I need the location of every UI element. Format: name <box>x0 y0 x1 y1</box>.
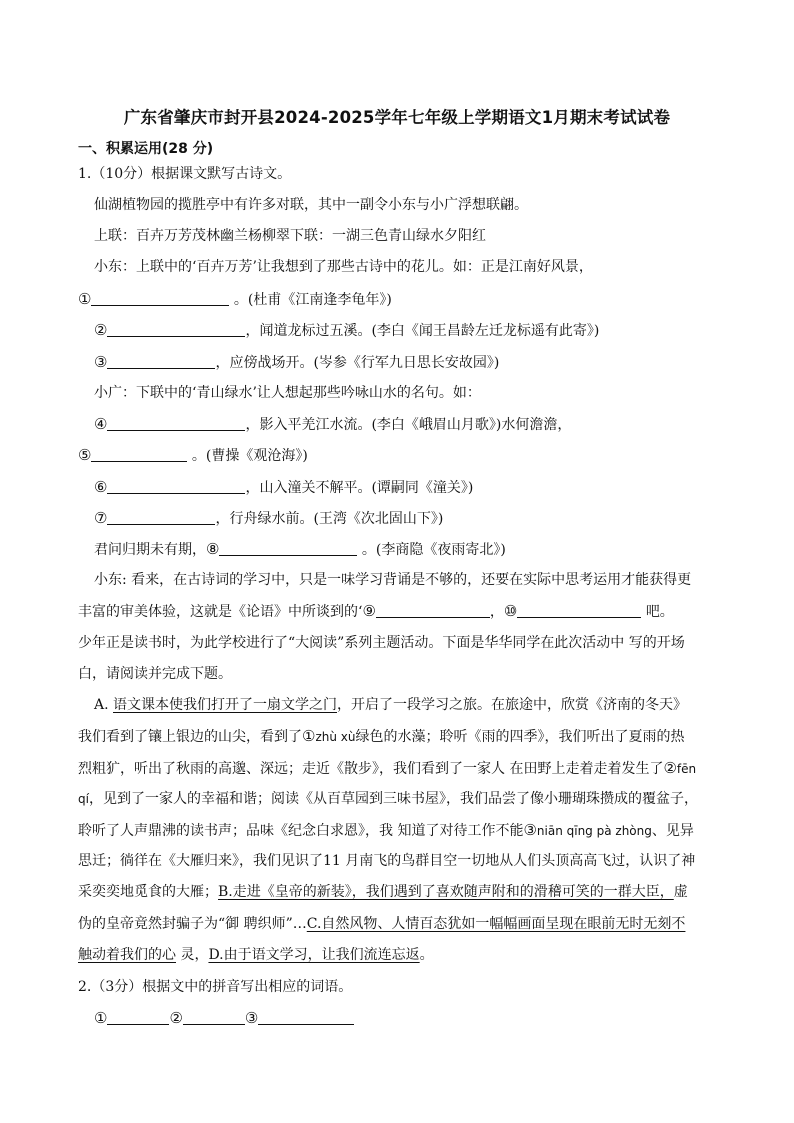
blank-marker: ⑤ <box>78 446 92 464</box>
punctuation: ， <box>489 604 504 620</box>
passage-line-3 <box>78 758 696 779</box>
pinyin-marker: ② <box>663 759 677 777</box>
q2-answer-blank-2[interactable] <box>183 1009 245 1025</box>
xiaodong-text: 小东：上联中的‘百卉万芳’让我想到了那些古诗中的花儿。如：正是江南好风景， <box>94 259 593 275</box>
source-text: ，闻道龙标过五溪。(李白《闻王昌龄左迁龙标遥有此寄》) <box>245 323 600 339</box>
passage-text: 采奕奕地觅食的大雁； <box>78 884 218 900</box>
blank-line-3 <box>94 352 499 373</box>
blank-marker: ① <box>94 1009 108 1027</box>
passage-line-6: 思迁；徜徉在《大雁归来》，我们见识了11 月南飞的鸟群目空一切地从人们头顶高高飞过，认识了神 <box>78 853 696 869</box>
blank-line-8 <box>94 539 506 560</box>
pinyin-marker: ① <box>302 727 316 745</box>
xiaodong-text-2: 小东: 看来，在古诗词的学习中，只是一味学习背诵是不够的，还要在实际中思考运用才能获得更 <box>94 572 692 588</box>
question-1-label: 1.（10分）根据课文默写古诗文。 <box>78 166 292 182</box>
sentence-label: A. <box>94 697 114 713</box>
answer-blank-8[interactable] <box>219 540 357 556</box>
answer-blank-1[interactable] <box>91 290 229 306</box>
passage-text: 灵， <box>176 947 209 963</box>
answer-blank-9[interactable] <box>376 602 490 618</box>
passage-line-7 <box>78 882 688 902</box>
blank-marker: ⑩ <box>503 602 518 620</box>
question-2-label: 2.（3分）根据文中的拼音写出相应的词语。 <box>78 979 353 995</box>
source-text: ，影入平羌江水流。(李白《峨眉山月歌》)水何澹澹， <box>245 417 572 433</box>
q2-answer-blank-3[interactable] <box>258 1009 354 1025</box>
passage-line-5 <box>78 820 694 841</box>
pinyin-text: niān qīng pà zhòng <box>536 824 652 838</box>
blank-marker: ③ <box>244 1009 259 1027</box>
pinyin-text: zhù xù <box>315 730 356 744</box>
passage-line-2 <box>78 726 684 747</box>
xiaoguang-text: 小广：下联中的‘青山绿水’让人想起那些吟咏山水的名句。如： <box>94 385 481 401</box>
page-title: 广东省肇庆市封开县2024-2025学年七年级上学期语文1月期末考试试卷 <box>123 108 671 127</box>
source-text: ，应傍战场开。(岑参《行军九日思长安故园》) <box>215 355 500 371</box>
answer-blank-5[interactable] <box>91 446 187 462</box>
passage-text: ，见到了一家人的幸福和谐；阅读《从百草园到三味书屋》，我们品尝了像小珊瑚珠攒成的覆盆子， <box>88 791 698 807</box>
activity-text: 少年正是读书时，为此学校进行了“大阅读”系列主题活动。下面是华华同学在此次活动中 写的开场 <box>78 635 685 651</box>
source-text: 。(曹操《观沧海》) <box>191 448 308 464</box>
blank-line-9-10 <box>78 601 674 622</box>
underlined-sentence-b: B.走进《皇帝的新装》，我们遇到了喜欢随声附和的滑稽可笑的一群大臣， <box>218 884 674 900</box>
passage-text: 、见异 <box>651 823 694 839</box>
answer-blank-7[interactable] <box>107 509 215 525</box>
blank-line-7 <box>94 508 443 529</box>
blank-line-6 <box>94 477 473 498</box>
answer-blank-4[interactable] <box>107 415 245 431</box>
source-text: ，行舟绿水前。(王湾《次北固山下》) <box>215 511 444 527</box>
blank-line-5 <box>78 445 308 466</box>
pinyin-marker: ③ <box>523 821 537 839</box>
couplet-text: 上联：百卉万芳茂林幽兰杨柳翠下联：一湖三色青山绿水夕阳红 <box>94 228 486 244</box>
passage-text: 。 <box>419 947 434 963</box>
intro-text: 仙湖植物园的揽胜亭中有许多对联，其中一副令小东与小广浮想联翩。 <box>94 197 528 213</box>
passage-text: 虚 <box>673 884 688 900</box>
underlined-sentence-c-end: 触动着我们的心 <box>78 947 176 963</box>
blank-marker: ④ <box>94 415 108 433</box>
answer-blank-10[interactable] <box>517 602 641 618</box>
activity-text-2: 白，请阅读并完成下题。 <box>78 666 232 682</box>
blank-line-1 <box>78 289 392 310</box>
passage-text: 烈粗犷，听出了秋雨的高邈、深远；走近《散步》，我们看到了一家人 在田野上走着走着发生了 <box>78 761 664 777</box>
blank-marker: ① <box>78 290 92 308</box>
blank-line-2 <box>94 320 599 341</box>
blank-marker: ⑥ <box>94 478 108 496</box>
underlined-sentence-c: C.自然风物、人情百态犹如一幅幅画面呈现在眼前无时无刻不 <box>306 916 686 932</box>
pinyin-text: qí <box>78 792 89 806</box>
answer-blank-6[interactable] <box>107 478 245 494</box>
passage-line-1 <box>94 695 687 715</box>
passage-text: 伪的皇帝竟然封骗子为“御 聘织师”… <box>78 916 307 932</box>
section-heading: 一、积累运用(28 分) <box>78 141 214 157</box>
underlined-sentence-a: 语文课本使我们打开了一扇文学之门 <box>113 697 338 713</box>
blank-marker: ② <box>169 1009 183 1027</box>
lead-text: 君问归期未有期， <box>94 542 206 558</box>
passage-text: 聆听了人声鼎沸的读书声；品味《纪念白求恩》，我 知道了对待工作不能 <box>78 823 524 839</box>
blank-line-4 <box>94 414 571 435</box>
blank-marker: ② <box>94 321 108 339</box>
q2-blanks <box>94 1008 354 1029</box>
q2-answer-blank-1[interactable] <box>107 1009 169 1025</box>
trail-text: 吧。 <box>645 604 674 620</box>
passage-line-4 <box>78 789 698 809</box>
source-text: 。(杜甫《江南逢李龟年》) <box>233 292 392 308</box>
blank-marker: ⑧ <box>206 540 220 558</box>
blank-marker: ⑦ <box>94 509 108 527</box>
underlined-sentence-d: D.由于语文学习，让我们流连忘返 <box>208 947 420 963</box>
answer-blank-3[interactable] <box>107 353 215 369</box>
blank-marker: ⑨ <box>362 602 376 620</box>
passage-line-8 <box>78 914 685 934</box>
passage-text: ，开启了一段学习之旅。在旅途中，欣赏《济南的冬天》 <box>337 697 688 713</box>
passage-text: 我们看到了镶上银边的山尖，看到了 <box>78 729 302 745</box>
pinyin-text: fēn <box>676 762 697 776</box>
lead-text: 丰富的审美体验，这就是《论语》中所谈到的‘ <box>78 604 363 620</box>
passage-text: 绿色的水藻；聆听《雨的四季》，我们听出了夏雨的热 <box>355 729 685 745</box>
blank-marker: ③ <box>94 353 108 371</box>
source-text: ，山入潼关不解平。(谭嗣同《潼关》) <box>245 480 474 496</box>
answer-blank-2[interactable] <box>107 321 245 337</box>
passage-line-9 <box>78 945 434 965</box>
source-text: 。(李商隐《夜雨寄北》) <box>361 542 506 558</box>
